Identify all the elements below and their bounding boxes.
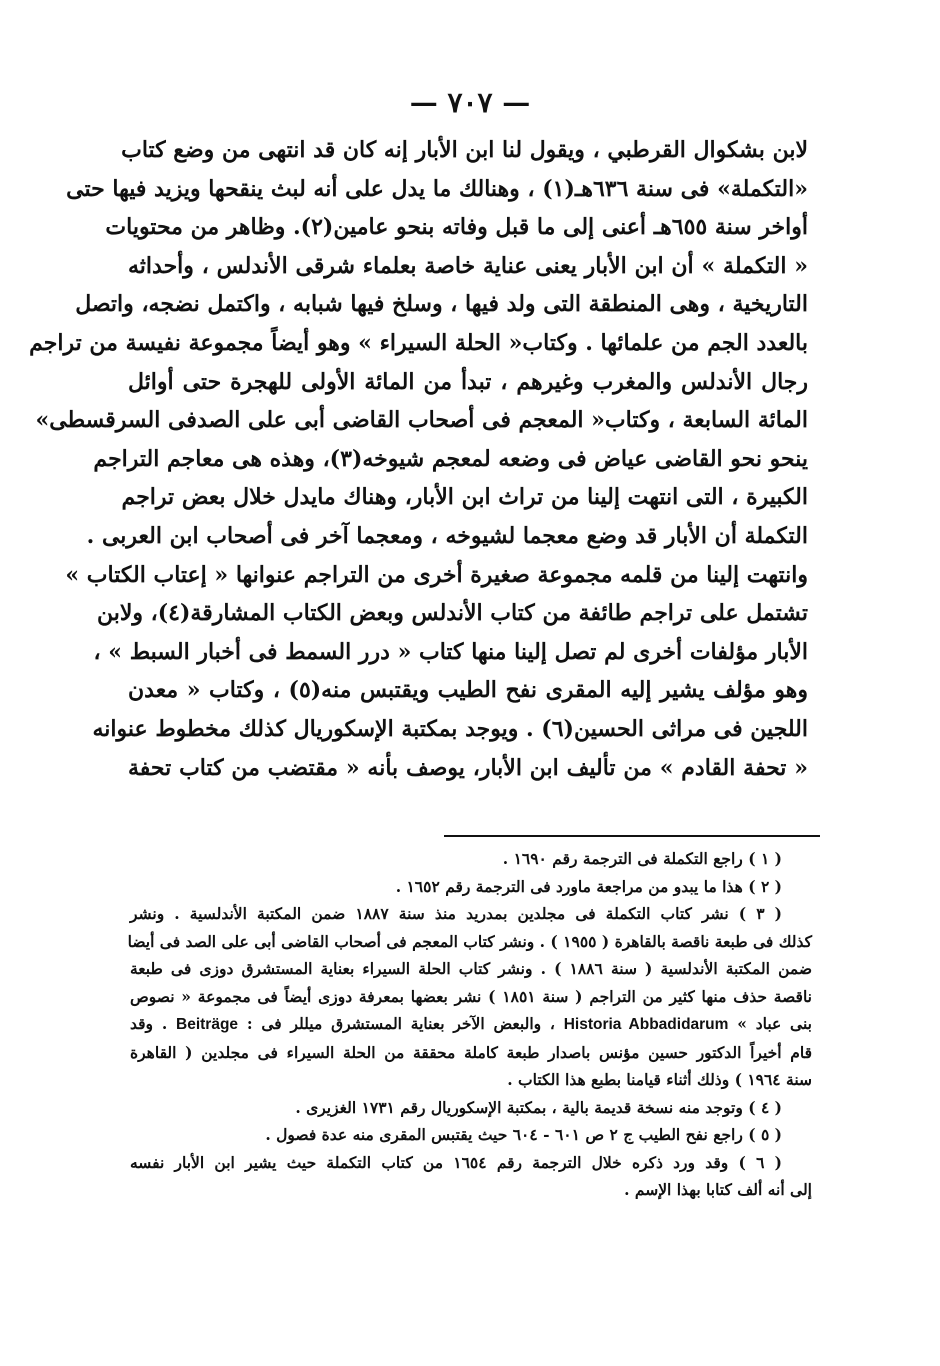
main-text [29, 131, 808, 787]
footnote-text: . وقد [130, 1014, 177, 1033]
text-line: ينحو نحو القاضى عياض فى وضعه لمعجم شيوخه(٣)، وهذه هى معاجم التراجم [93, 445, 808, 472]
footnote-line: ناقصة حذف منها كثير من التراجم ( سنة ١٨٥١ ) نشر بعضها بمعرفة دوزى أيضاً فى مجموعة « نصوص [130, 986, 812, 1006]
text-line: المائة السابعة ، وكتاب« المعجم فى أصحاب القاضى أبى على الصدفى السرقسطى» [35, 407, 808, 434]
footnote-line: ( ٢ ) هذا ما يبدو من مراجعة ماورد فى الترجمة رقم ١٦٥٢ . [395, 876, 782, 896]
text-line: وهو مؤلف يشير إليه المقرى نفح الطيب ويقتبس منه(٥) ، وكتاب « معدن [128, 677, 808, 704]
text-line: اللجين فى مراثى الحسين(٦) . ويوجد بمكتبة الإسكوريال كذلك مخطوط عنوانه [92, 715, 808, 742]
text-line: الكبيرة ، التى انتهت إلينا من تراث ابن الأبار، وهناك مايدل خلال بعض تراجم [121, 484, 808, 511]
footnote-line: ( ٥ ) راجع نفح الطيب ج ٢ ص ٦٠١ - ٦٠٤ حيث يقتبس المقرى منه عدة فصول . [265, 1125, 782, 1144]
text-line: تشتمل على تراجم طائفة من كتاب الأندلس وبعض الكتاب المشارقة(٤)، ولابن [96, 600, 808, 627]
footnote-line: ( ٤ ) وتوجد منه نسخة قديمة بالية ، بمكتبة الإسكوريال رقم ١٧٣١ الغزيرى . [295, 1097, 782, 1117]
footnote-line: ضمن المكتبة الأندلسية ( سنة ١٨٨٦ ) . ونشر كتاب الحلة السيراء بعناية المستشرق دوزى فى طبعة [130, 959, 812, 978]
footnote-line [130, 1010, 812, 1039]
text-line: « التكملة » أن ابن الأبار يعنى عناية خاصة بعلماء شرقى الأندلس ، وأحداثه [128, 252, 808, 279]
text-line: لابن بشكوال القرطبي ، ويقول لنا ابن الأبار إنه كان قد انتهى من وضع كتاب [121, 137, 808, 163]
footnote-text: بنى عباد » [728, 1014, 812, 1033]
text-line: « تحفة القادم » من تأليف ابن الأبار، يوصف بأنه « مقتضب من كتاب تحفة [128, 754, 808, 781]
text-line: الأبار مؤلفات أخرى لم تصل إلينا منها كتاب « درر السمط فى أخبار السبط » ، [93, 638, 808, 665]
footnote-line: كذلك فى طبعة ناقصة بالقاهرة ( ١٩٥٥ ) . ونشر كتاب المعجم فى أصحاب القاضى أبى على الصد فى أيضا [127, 931, 812, 951]
footnote-5 [130, 1121, 812, 1149]
latin-title: Beiträge [176, 1016, 239, 1033]
text-line: رجال الأندلس والمغرب وغيرهم ، تبدأ من المائة الأولى للهجرة حتى أوائل [128, 368, 808, 395]
text-line: بالعدد الجم من علمائها . وكتاب« الحلة السيراء » وهو أيضاً مجموعة نفيسة من تراجم [29, 329, 808, 356]
text-line: أواخر سنة ٦٥٥هـ أعنى إلى ما قبل وفاته بنحو عامين(٢). وظاهر من محتويات [105, 214, 808, 241]
footnote-line: سنة ١٩٦٤ ) وذلك أثناء قيامنا بطبع هذا الكتاب . [507, 1070, 812, 1089]
footnote-6 [130, 1149, 812, 1204]
footnote-line: قام أخيراً الدكتور حسين مؤنس باصدار طبعة كاملة محققة من الحلة السيراء فى مجلدين ( القاهرة [130, 1042, 812, 1062]
text-line: التاريخية ، وهى المنطقة التى ولد فيها ، وسلخ فيها شبابه ، واكتمل نضجه، واتصل [75, 291, 808, 318]
footnote-2 [130, 873, 812, 901]
footnote-4 [130, 1094, 812, 1122]
footnote-line: إلى أنه ألف كتابا بهذا الإسم . [624, 1180, 812, 1199]
text-line: وانتهت إلينا من قلمه مجموعة صغيرة أخرى من التراجم عنوانها « إعتاب الكتاب » [65, 561, 808, 588]
footnote-separator [444, 835, 820, 837]
latin-title: Historia Abbadidarum [563, 1016, 729, 1033]
footnote-1 [130, 845, 812, 873]
footnote-line: ( ١ ) راجع التكملة فى الترجمة رقم ١٦٩٠ . [502, 849, 782, 868]
footnote-text: ، والبعض الآخر بعناية المستشرق ميللر فى : [238, 1014, 564, 1033]
footnotes [127, 845, 812, 1204]
page-number: — ٧٠٧ — [409, 86, 531, 119]
footnote-line: ( ٣ ) نشر كتاب التكملة فى مجلدين بمدريد منذ سنة ١٨٨٧ ضمن المكتبة الأندلسية . ونشر [130, 904, 783, 923]
text-line: «التكملة» فى سنة ٦٣٦هـ(١) ، وهنالك ما يدل على أنه لبث ينقحها ويزيد فيها حتى [66, 175, 808, 202]
text-line: التكملة أن الأبار قد وضع معجما لشيوخه ، ومعجما آخر فى أصحاب ابن العربى . [86, 522, 808, 549]
footnote-line: ( ٦ ) وقد ورد ذكره خلال الترجمة رقم ١٦٥٤ من كتاب التكملة حيث يشير ابن الأبار نفسه [130, 1152, 783, 1172]
footnote-3 [127, 900, 812, 1094]
